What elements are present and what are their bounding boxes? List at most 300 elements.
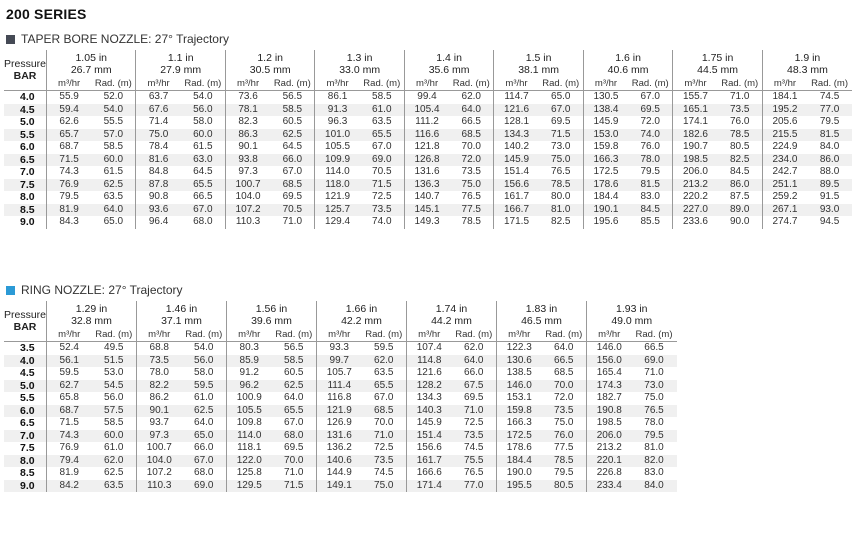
flow-cell: 159.8 — [497, 405, 542, 418]
flow-cell: 114.0 — [227, 430, 272, 443]
flow-cell: 134.3 — [494, 129, 539, 142]
flow-cell: 96.3 — [315, 116, 360, 129]
radius-cell: 82.5 — [718, 154, 763, 167]
flow-cell: 91.2 — [227, 367, 272, 380]
radius-unit-label: Rad. (m) — [542, 329, 587, 342]
flow-cell: 114.7 — [494, 91, 539, 104]
radius-cell: 67.0 — [374, 392, 394, 404]
radius-cell: 62.5 — [104, 467, 124, 479]
flow-cell: 78.4 — [136, 141, 181, 154]
flow-cell: 82.3 — [225, 116, 270, 129]
flow-cell: 233.6 — [673, 216, 718, 229]
flow-cell: 100.7 — [137, 442, 182, 455]
flow-cell: 99.4 — [404, 91, 449, 104]
flow-cell: 195.2 — [762, 104, 807, 117]
radius-cell: 77.5 — [554, 442, 574, 454]
flow-cell: 184.1 — [762, 91, 807, 104]
flow-unit-label: m³/hr — [136, 78, 181, 91]
flow-cell: 107.2 — [137, 467, 182, 480]
radius-cell: 72.0 — [449, 154, 494, 167]
table-row — [4, 191, 852, 204]
nozzle-size-in: 1.4 in — [404, 50, 493, 64]
flow-unit-label: m³/hr — [583, 78, 628, 91]
radius-cell: 72.0 — [554, 392, 574, 404]
flow-cell: 80.3 — [227, 342, 272, 355]
radius-cell: 58.5 — [104, 417, 124, 429]
flow-cell: 110.3 — [137, 480, 182, 493]
pressure-value: 7.0 — [4, 430, 47, 443]
flow-cell: 144.9 — [317, 467, 362, 480]
flow-cell: 122.3 — [497, 342, 542, 355]
radius-cell: 69.5 — [282, 191, 303, 203]
radius-cell: 74.0 — [628, 129, 673, 142]
radius-cell: 69.5 — [464, 392, 484, 404]
flow-cell: 107.2 — [225, 204, 270, 217]
flow-cell: 274.7 — [762, 216, 807, 229]
flow-cell: 138.5 — [497, 367, 542, 380]
radius-cell: 60.0 — [181, 129, 226, 142]
radius-cell: 78.5 — [542, 455, 587, 468]
flow-cell: 159.8 — [583, 141, 628, 154]
pressure-value: 9.0 — [4, 480, 47, 493]
radius-cell: 61.0 — [360, 104, 405, 117]
flow-cell: 110.3 — [225, 216, 270, 229]
radius-cell: 78.0 — [644, 417, 664, 429]
radius-cell: 61.5 — [193, 141, 213, 153]
table-row — [4, 204, 852, 217]
radius-cell: 62.5 — [91, 179, 136, 192]
flow-cell: 178.6 — [583, 179, 628, 192]
radius-cell: 67.0 — [182, 455, 227, 468]
flow-cell: 146.0 — [497, 380, 542, 393]
table-row — [4, 216, 852, 229]
radius-cell: 76.0 — [542, 430, 587, 443]
pressure-label: Pressure — [4, 309, 47, 321]
flow-cell: 99.7 — [317, 355, 362, 368]
radius-cell: 82.0 — [632, 455, 677, 468]
radius-cell: 54.5 — [92, 380, 137, 393]
flow-cell: 205.6 — [762, 116, 807, 129]
flow-cell: 81.9 — [47, 467, 92, 480]
nozzle-size-mm: 30.5 mm — [225, 64, 314, 78]
radius-cell: 64.5 — [282, 141, 303, 153]
radius-cell: 78.5 — [539, 179, 584, 192]
radius-cell: 70.0 — [461, 141, 481, 153]
radius-cell: 66.5 — [193, 191, 213, 203]
flow-cell: 165.1 — [673, 104, 718, 117]
radius-cell: 84.5 — [729, 166, 750, 178]
radius-cell: 68.0 — [193, 216, 213, 228]
flow-cell: 227.0 — [673, 204, 718, 217]
radius-cell: 72.5 — [464, 417, 484, 429]
nozzle-size-mm: 27.9 mm — [136, 64, 225, 78]
radius-cell: 69.5 — [551, 116, 571, 128]
flow-cell: 74.3 — [47, 430, 92, 443]
pressure-value: 6.0 — [4, 405, 47, 418]
nozzle-size-in: 1.46 in — [137, 301, 227, 315]
radius-cell: 83.0 — [640, 191, 660, 203]
flow-cell: 156.6 — [407, 442, 452, 455]
flow-unit-label: m³/hr — [315, 78, 360, 91]
nozzle-size-mm: 46.5 mm — [497, 315, 587, 329]
table-row — [4, 467, 677, 480]
nozzle-size-in: 1.9 in — [762, 50, 852, 64]
flow-cell: 121.9 — [317, 405, 362, 418]
radius-cell: 59.5 — [182, 380, 227, 393]
radius-cell: 72.0 — [640, 116, 660, 128]
pressure-value: 7.5 — [20, 442, 35, 455]
radius-cell: 78.5 — [461, 216, 481, 228]
radius-cell: 58.5 — [272, 355, 317, 368]
flow-cell: 65.8 — [47, 392, 92, 405]
flow-cell: 145.9 — [494, 154, 539, 167]
radius-cell: 82.5 — [551, 216, 571, 228]
radius-cell: 57.5 — [92, 405, 137, 418]
radius-cell: 75.0 — [644, 392, 664, 404]
flow-cell: 190.8 — [587, 405, 632, 418]
radius-unit-label: Rad. (m) — [272, 329, 317, 342]
flow-cell: 195.6 — [583, 216, 628, 229]
radius-unit-label: Rad. (m) — [807, 78, 852, 91]
radius-cell: 79.5 — [819, 116, 840, 128]
flow-cell: 166.3 — [497, 417, 542, 430]
radius-cell: 67.0 — [284, 417, 304, 429]
radius-cell: 70.0 — [272, 455, 317, 468]
pressure-value: 8.5 — [4, 204, 47, 217]
flow-cell: 156.0 — [587, 355, 632, 368]
radius-cell: 61.0 — [194, 392, 214, 404]
radius-cell: 77.0 — [452, 480, 497, 493]
radius-cell: 62.5 — [182, 405, 227, 418]
flow-unit-label: m³/hr — [137, 329, 182, 342]
radius-cell: 58.5 — [360, 91, 405, 104]
flow-cell: 71.4 — [136, 116, 181, 129]
pressure-value: 7.5 — [4, 179, 47, 192]
flow-cell: 161.7 — [494, 191, 539, 204]
pressure-value: 5.5 — [4, 129, 47, 142]
radius-cell: 72.5 — [374, 442, 394, 454]
radius-cell: 80.5 — [542, 480, 587, 493]
radius-cell: 66.0 — [194, 442, 214, 454]
table-row — [4, 442, 677, 455]
radius-cell: 80.0 — [551, 191, 571, 203]
radius-cell: 69.0 — [360, 154, 405, 167]
nozzle-size-mm: 39.6 mm — [227, 315, 317, 329]
flow-cell: 78.0 — [137, 367, 182, 380]
flow-cell: 190.0 — [497, 467, 542, 480]
flow-cell: 91.3 — [315, 104, 360, 117]
radius-cell: 74.5 — [464, 442, 484, 454]
nozzle-size-in: 1.66 in — [317, 301, 407, 315]
radius-cell: 52.0 — [91, 91, 136, 104]
pressure-value: 4.5 — [4, 104, 47, 117]
radius-cell: 60.5 — [282, 116, 303, 128]
flow-cell: 171.5 — [494, 216, 539, 229]
flow-cell: 93.7 — [137, 417, 182, 430]
taper-square-icon — [6, 35, 15, 44]
flow-cell: 174.1 — [673, 116, 718, 129]
flow-cell: 140.3 — [407, 405, 452, 418]
pressure-header — [4, 301, 47, 342]
pressure-value: 5.0 — [4, 380, 47, 393]
radius-cell: 89.0 — [718, 204, 763, 217]
pressure-value: 8.0 — [4, 455, 47, 468]
nozzle-size-mm: 32.8 mm — [47, 315, 137, 329]
radius-cell: 74.5 — [807, 91, 852, 104]
radius-cell: 71.5 — [360, 179, 405, 192]
radius-cell: 72.5 — [372, 191, 392, 203]
radius-cell: 61.0 — [104, 442, 124, 454]
radius-cell: 88.0 — [819, 166, 840, 178]
flow-cell: 190.7 — [673, 141, 718, 154]
radius-cell: 63.5 — [372, 116, 392, 128]
flow-cell: 155.7 — [673, 91, 718, 104]
radius-cell: 78.5 — [718, 129, 763, 142]
flow-cell: 90.8 — [136, 191, 181, 204]
flow-cell: 86.1 — [315, 91, 360, 104]
radius-cell: 71.5 — [272, 480, 317, 493]
flow-unit-label: m³/hr — [407, 329, 452, 342]
flow-cell: 174.3 — [587, 380, 632, 393]
radius-cell: 69.5 — [284, 442, 304, 454]
radius-cell: 64.0 — [284, 392, 304, 404]
flow-cell: 184.4 — [583, 191, 628, 204]
flow-cell: 55.9 — [47, 91, 92, 104]
radius-cell: 76.0 — [640, 141, 660, 153]
radius-cell: 71.0 — [362, 430, 407, 443]
flow-unit-label: m³/hr — [587, 329, 632, 342]
pressure-value: 6.0 — [20, 141, 35, 154]
radius-cell: 86.0 — [718, 179, 763, 192]
flow-cell: 111.4 — [317, 380, 362, 393]
radius-cell: 84.5 — [628, 204, 673, 217]
flow-cell: 151.4 — [407, 430, 452, 443]
flow-cell: 116.6 — [404, 129, 449, 142]
flow-cell: 68.7 — [47, 141, 92, 154]
radius-cell: 84.0 — [819, 141, 840, 153]
pressure-value: 6.5 — [20, 417, 35, 430]
radius-cell: 64.0 — [91, 204, 136, 217]
flow-cell: 153.0 — [583, 129, 628, 142]
radius-cell: 65.5 — [272, 405, 317, 418]
flow-cell: 105.5 — [227, 405, 272, 418]
table-row — [4, 417, 677, 430]
nozzle-size-mm: 37.1 mm — [137, 315, 227, 329]
nozzle-size-in: 1.56 in — [227, 301, 317, 315]
radius-cell: 65.0 — [539, 91, 584, 104]
flow-cell: 206.0 — [673, 166, 718, 179]
flow-cell: 85.9 — [227, 355, 272, 368]
radius-cell: 75.5 — [452, 455, 497, 468]
table-row — [4, 154, 852, 167]
flow-cell: 59.4 — [47, 104, 92, 117]
table-row — [4, 179, 852, 192]
radius-cell: 58.0 — [193, 116, 213, 128]
flow-cell: 220.2 — [673, 191, 718, 204]
radius-cell: 77.0 — [807, 104, 852, 117]
flow-cell: 129.4 — [315, 216, 360, 229]
radius-cell: 63.5 — [103, 191, 124, 203]
radius-cell: 58.5 — [103, 141, 124, 153]
bar-label: BAR — [13, 70, 37, 82]
pressure-value: 5.5 — [20, 392, 35, 405]
radius-cell: 67.0 — [539, 104, 584, 117]
flow-cell: 116.8 — [317, 392, 362, 405]
flow-cell: 153.1 — [497, 392, 542, 405]
radius-cell: 60.0 — [91, 154, 136, 167]
flow-cell: 63.7 — [136, 91, 181, 104]
flow-unit-label: m³/hr — [47, 329, 92, 342]
flow-cell: 215.5 — [762, 129, 807, 142]
radius-cell: 65.5 — [181, 179, 226, 192]
radius-cell: 76.5 — [632, 405, 677, 418]
radius-cell: 73.5 — [452, 430, 497, 443]
flow-cell: 100.7 — [225, 179, 270, 192]
flow-cell: 81.6 — [136, 154, 181, 167]
flow-cell: 182.7 — [587, 392, 632, 405]
radius-cell: 79.5 — [632, 430, 677, 443]
nozzle-size-in: 1.29 in — [47, 301, 137, 315]
flow-cell: 101.0 — [315, 129, 360, 142]
flow-cell: 74.3 — [47, 166, 92, 179]
radius-cell: 62.0 — [452, 342, 497, 355]
flow-unit-label: m³/hr — [227, 329, 272, 342]
flow-cell: 190.1 — [583, 204, 628, 217]
nozzle-size-in: 1.5 in — [494, 50, 583, 64]
radius-cell: 56.0 — [104, 392, 124, 404]
flow-cell: 59.5 — [47, 367, 92, 380]
radius-cell: 51.5 — [92, 355, 137, 368]
radius-cell: 61.5 — [103, 166, 124, 178]
radius-cell: 74.5 — [374, 467, 394, 479]
table-row — [4, 405, 677, 418]
flow-unit-label: m³/hr — [494, 78, 539, 91]
table-row — [4, 367, 677, 380]
flow-cell: 145.9 — [407, 417, 452, 430]
radius-cell: 67.0 — [628, 91, 673, 104]
radius-cell: 76.5 — [464, 467, 484, 479]
pressure-value: 8.5 — [20, 467, 35, 480]
radius-cell: 71.5 — [539, 129, 584, 142]
radius-cell: 53.0 — [104, 367, 124, 379]
radius-unit-label: Rad. (m) — [360, 78, 405, 91]
flow-cell: 78.1 — [225, 104, 270, 117]
flow-cell: 121.6 — [494, 104, 539, 117]
flow-cell: 184.4 — [497, 455, 542, 468]
flow-cell: 126.8 — [404, 154, 449, 167]
table-row — [4, 342, 677, 355]
radius-unit-label: Rad. (m) — [362, 329, 407, 342]
flow-cell: 149.1 — [317, 480, 362, 493]
radius-cell: 66.5 — [461, 116, 481, 128]
radius-cell: 83.0 — [644, 467, 664, 479]
radius-cell: 64.0 — [449, 104, 494, 117]
flow-cell: 71.5 — [47, 154, 92, 167]
radius-cell: 62.0 — [92, 455, 137, 468]
ring-square-icon — [6, 286, 15, 295]
flow-cell: 234.0 — [762, 154, 807, 167]
radius-cell: 54.0 — [181, 91, 226, 104]
radius-cell: 80.5 — [729, 141, 750, 153]
radius-cell: 76.5 — [461, 191, 481, 203]
flow-cell: 165.4 — [587, 367, 632, 380]
flow-cell: 97.3 — [225, 166, 270, 179]
table-row — [4, 455, 677, 468]
radius-cell: 68.5 — [362, 405, 407, 418]
flow-cell: 76.9 — [47, 179, 92, 192]
flow-cell: 206.0 — [587, 430, 632, 443]
flow-cell: 81.9 — [47, 204, 92, 217]
flow-cell: 79.4 — [47, 455, 92, 468]
flow-cell: 104.0 — [137, 455, 182, 468]
radius-unit-label: Rad. (m) — [92, 329, 137, 342]
radius-cell: 63.5 — [92, 480, 137, 493]
radius-unit-label: Rad. (m) — [270, 78, 315, 91]
flow-unit-label: m³/hr — [404, 78, 449, 91]
pressure-value: 4.5 — [20, 367, 35, 380]
radius-cell: 66.5 — [632, 342, 677, 355]
flow-unit-label: m³/hr — [317, 329, 362, 342]
flow-cell: 73.5 — [137, 355, 182, 368]
flow-cell: 121.6 — [407, 367, 452, 380]
flow-cell: 213.2 — [587, 442, 632, 455]
pressure-label: Pressure — [4, 58, 47, 70]
radius-cell: 75.0 — [449, 179, 494, 192]
flow-cell: 136.2 — [317, 442, 362, 455]
flow-cell: 84.2 — [47, 480, 92, 493]
radius-cell: 56.5 — [270, 91, 315, 104]
radius-cell: 62.0 — [362, 355, 407, 368]
radius-cell: 70.5 — [270, 204, 315, 217]
radius-cell: 79.5 — [554, 467, 574, 479]
radius-cell: 68.0 — [272, 430, 317, 443]
radius-cell: 84.0 — [632, 480, 677, 493]
flow-cell: 198.5 — [673, 154, 718, 167]
table-row — [4, 129, 852, 142]
radius-cell: 69.0 — [632, 355, 677, 368]
flow-cell: 62.7 — [47, 380, 92, 393]
flow-cell: 251.1 — [762, 179, 807, 192]
pressure-value: 8.0 — [20, 191, 35, 204]
radius-cell: 73.5 — [461, 166, 481, 178]
flow-cell: 128.2 — [407, 380, 452, 393]
flow-cell: 93.6 — [136, 204, 181, 217]
radius-cell: 75.0 — [539, 154, 584, 167]
radius-cell: 68.5 — [554, 367, 574, 379]
radius-unit-label: Rad. (m) — [539, 78, 584, 91]
pressure-value: 4.0 — [4, 355, 47, 368]
radius-cell: 68.0 — [194, 467, 214, 479]
radius-cell: 64.0 — [542, 342, 587, 355]
radius-cell: 76.5 — [551, 166, 571, 178]
radius-cell: 73.5 — [718, 104, 763, 117]
nozzle-size-mm: 42.2 mm — [317, 315, 407, 329]
flow-cell: 93.8 — [225, 154, 270, 167]
flow-cell: 172.5 — [583, 166, 628, 179]
radius-cell: 69.5 — [628, 104, 673, 117]
flow-cell: 172.5 — [497, 430, 542, 443]
radius-cell: 56.5 — [272, 342, 317, 355]
nozzle-size-mm: 33.0 mm — [315, 64, 404, 78]
flow-cell: 134.3 — [407, 392, 452, 405]
flow-cell: 87.8 — [136, 179, 181, 192]
radius-cell: 66.0 — [464, 367, 484, 379]
nozzle-size-in: 1.83 in — [497, 301, 587, 315]
radius-cell: 73.0 — [551, 141, 571, 153]
flow-cell: 121.8 — [404, 141, 449, 154]
radius-cell: 71.0 — [718, 91, 763, 104]
radius-cell: 63.0 — [181, 154, 226, 167]
